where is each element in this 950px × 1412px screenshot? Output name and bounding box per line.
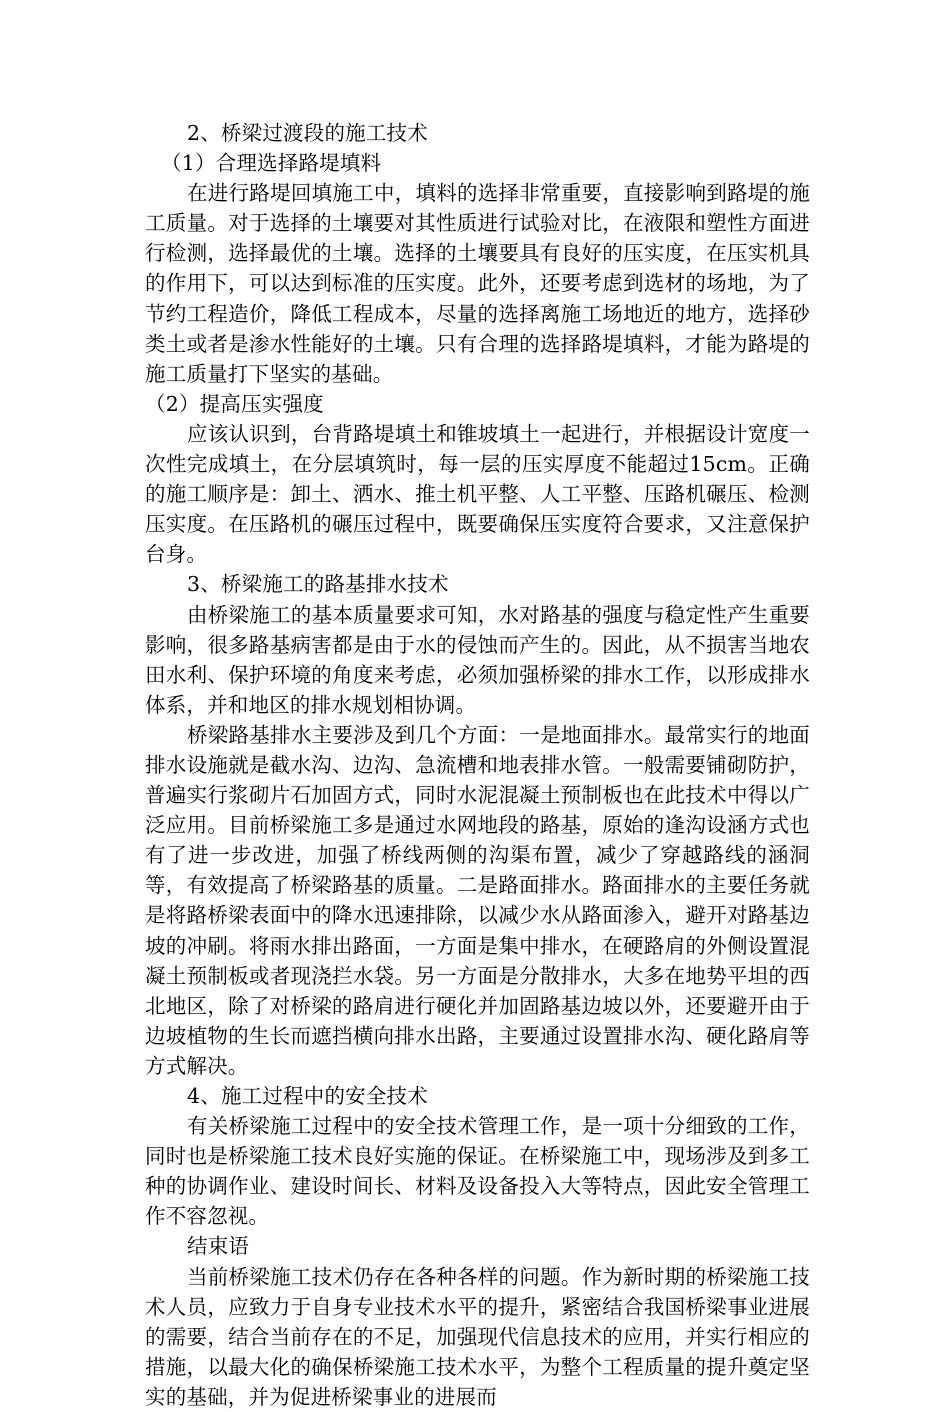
paragraph-drainage-details: 桥梁路基排水主要涉及到几个方面：一是地面排水。最常实行的地面排水设施就是截水沟、边沟、急流槽和地表排水管。一般需要铺砌防护，普遍实行浆砌片石加固方式，同时水泥混凝土预制板也在此技术中得以广泛应用。目前桥梁施工多是通过水网地段的路基，原始的逢沟设涵方式也有了进一步改进，加强了桥线两侧的沟渠布置，减少了穿越路线的涵洞等，有效提高了桥梁路基的质量。二是路面排水。路面排水的主要任务就是将路桥梁表面中的降水迅速排除，以减少水从路面渗入，避开对路基边坡的冲刷。将雨水排出路面，一方面是集中排水，在硬路肩的外侧设置混凝土预制板或者现浇拦水袋。另一方面是分散排水，大多在地势平坦的西北地区，除了对桥梁的路肩进行硬化并加固路基边坡以外，还要避开由于边坡植物的生长而遮挡横向排水出路，主要通过设置排水沟、硬化路肩等方式解决。 [145, 722, 810, 1078]
section-heading-3: 3、桥梁施工的路基排水技术 [187, 572, 449, 597]
conclusion-heading: 结束语 [187, 1234, 250, 1259]
paragraph-compaction: 应该认识到，台背路堤填土和锥坡填土一起进行，并根据设计宽度一次性完成填土，在分层填筑时，每一层的压实厚度不能超过15cm。正确的施工顺序是：卸土、洒水、推土机平整、人工平整、压路机碾压、检测压实度。在压路机的碾压过程中，既要确保压实度符合要求，又注意保护台身。 [145, 421, 810, 567]
paragraph-drainage-intro: 由桥梁施工的基本质量要求可知，水对路基的强度与稳定性产生重要影响，很多路基病害都是由于水的侵蚀而产生的。因此，从不损害当地农田水利、保护环境的角度来考虑，必须加强桥梁的排水工作，以形成排水体系，并和地区的排水规划相协调。 [145, 602, 810, 717]
document-body [145, 118, 810, 1412]
paragraph-fill-material: 在进行路堤回填施工中，填料的选择非常重要，直接影响到路堤的施工质量。对于选择的土壤要对其性质进行试验对比，在液限和塑性方面进行检测，选择最优的土壤。选择的土壤要具有良好的压实度，在压实机具的作用下，可以达到标准的压实度。此外，还要考虑到选材的场地，为了节约工程造价，降低工程成本，尽量的选择离施工场地近的地方，选择砂类土或者是渗水性能好的土壤。只有合理的选择路堤填料，才能为路堤的施工质量打下坚实的基础。 [145, 181, 810, 386]
subheading-fill-material: （1）合理选择路堤填料 [161, 151, 382, 176]
paragraph-safety: 有关桥梁施工过程中的安全技术管理工作，是一项十分细致的工作，同时也是桥梁施工技术良好实施的保证。在桥梁施工中，现场涉及到多工种的协调作业、建设时间长、材料及设备投入大等特点，因此安全管理工作不容忽视。 [145, 1114, 810, 1229]
subheading-compaction: （2）提高压实强度 [145, 391, 324, 416]
paragraph-conclusion: 当前桥梁施工技术仍存在各种各样的问题。作为新时期的桥梁施工技术人员，应致力于自身专业技术水平的提升，紧密结合我国桥梁事业进展的需要，结合当前存在的不足，加强现代信息技术的应用，并实行相应的措施，以最大化的确保桥梁施工技术水平，为整个工程质量的提升奠定坚实的基础，并为促进桥梁事业的进展而 [145, 1264, 810, 1409]
section-heading-4: 4、施工过程中的安全技术 [187, 1084, 428, 1108]
section-heading-2: 2、桥梁过渡段的施工技术 [187, 121, 428, 145]
